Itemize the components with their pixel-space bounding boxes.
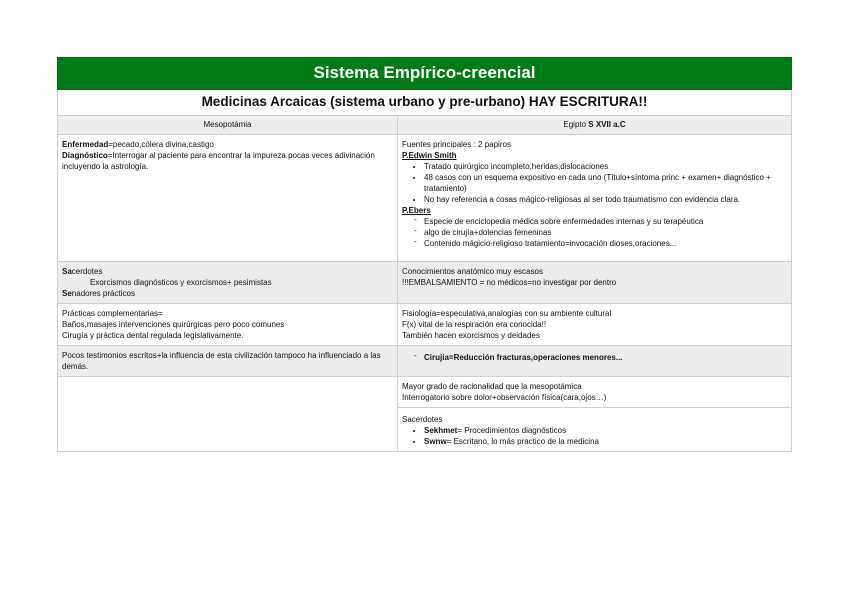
text-line: Sacerdotes (402, 415, 443, 424)
cell-r1-right (398, 135, 792, 262)
table-row (58, 262, 792, 304)
document-subtitle: Medicinas Arcaicas (sistema urbano y pre-urbano) HAY ESCRITURA!! (58, 90, 792, 116)
table-row (58, 135, 792, 262)
papyrus-title: P.Edwin Smith (402, 151, 457, 160)
list-item-text: Cirujía=Reducción fracturas,operaciones menores... (424, 353, 623, 362)
text-line: También hacen exorcismos y deidades (402, 331, 540, 340)
title-row (58, 58, 792, 90)
term-text: =Interrogar al paciente para encontrar la impureza pocas veces adivinación incluyendo la astrología. (62, 151, 375, 171)
term-label: Enfermedad (62, 140, 109, 149)
document-page (57, 57, 791, 452)
term-label: Diagnóstico (62, 151, 108, 160)
subtitle-row (58, 90, 792, 116)
text-line: Baños,masajes intervenciones quirúrgicas pero poco comunes (62, 320, 285, 329)
cell-r6-right (398, 408, 792, 452)
section-heading (402, 150, 787, 161)
text-line: Mayor grado de racionalidad que la mesopotámica (402, 382, 582, 391)
text-line: Conocimientos anatómico muy escasos (402, 267, 543, 276)
cell-r2-right (398, 262, 792, 304)
dash-list (402, 216, 787, 249)
list-item: • No hay referencia a cosas mágico-religiosas al ser todo traumatismo con evidencia clara. (424, 194, 787, 205)
bullet-list (402, 425, 787, 447)
term-label: Sekhmet (424, 426, 458, 435)
cell-r3-left (58, 304, 398, 346)
text-line: F(x) vital de la respiración era conocida!! (402, 320, 547, 329)
comparison-table (57, 57, 792, 452)
section-heading (402, 205, 787, 216)
dash-list (402, 352, 787, 363)
column-header-row (58, 116, 792, 135)
column-header-left: Mesopotámia (58, 116, 398, 135)
cell-r4-left: Pocos testimonios escritos+la influencia de esta civilización tampoco ha influenciado a las demás. (58, 346, 398, 377)
text-line: Fuentes principales : 2 papiros (402, 140, 511, 149)
text-line (62, 150, 393, 172)
papyrus-title: P.Ebers (402, 206, 431, 215)
cell-r5-right (398, 377, 792, 408)
text-line: !!!EMBALSAMIENTO = no médicos=no investigar por dentro (402, 278, 617, 287)
text-line: Exorcismos diagnósticos y exorcismos+ pesimistas (90, 278, 272, 287)
table-row (58, 346, 792, 377)
term-text: nadores prácticos (71, 289, 135, 298)
term-text: = Escritano, lo más practico de la medicina (446, 437, 599, 446)
cell-r2-left (58, 262, 398, 304)
table-row (58, 377, 792, 408)
text-line: Interrogatorio sobre dolor+observación física(cara,ojos…) (402, 393, 607, 402)
list-item: • Tratado quirúrgico incompleto,heridas,dislocaciones (424, 161, 787, 172)
list-item: - algo de cirujía+dolencias femeninas (416, 227, 787, 238)
term-text: =pecado,cólera divina,castigo (108, 140, 214, 149)
document-title: Sistema Empírico-creencial (58, 58, 792, 90)
bullet-list (402, 161, 787, 205)
text-line: Prácticas complementarias= (62, 309, 163, 318)
term-label: Sa (62, 267, 72, 276)
column-header-right-prefix: Egipto (563, 120, 589, 129)
text-line: Cirugía y práctica dental regulada legislativamente. (62, 331, 244, 340)
column-header-right (398, 116, 792, 135)
list-item: - Contenido mágicio-religioso tratamiento=invocación dioses,oraciones... (416, 238, 787, 249)
term-label: Swnw (424, 437, 447, 446)
term-label: Se (62, 289, 72, 298)
list-item (416, 352, 787, 363)
cell-r3-right (398, 304, 792, 346)
list-item: • 48 casos con un esquema expositivo en cada uno (Título+síntoma princ + examen+ diagnóstico + tratamiento) (424, 172, 787, 194)
cell-r1-left (58, 135, 398, 262)
term-text: cerdotes (71, 267, 103, 276)
list-item: - Especie de enciclopedia médica sobre enfermedades internas y su terapéutica (416, 216, 787, 227)
text-line: Fisiología=especulativa,analogías con su ambiente cultural (402, 309, 612, 318)
list-item (424, 436, 787, 447)
term-text: = Procedimientos diagnósticos (457, 426, 567, 435)
cell-r4-right (398, 346, 792, 377)
cell-r5-left-empty (58, 377, 398, 452)
table-row (58, 304, 792, 346)
list-item (424, 425, 787, 436)
column-header-right-date: S XVII a.C (588, 120, 626, 129)
text-line (62, 288, 393, 299)
text-line (62, 266, 393, 277)
text-line (62, 139, 393, 150)
